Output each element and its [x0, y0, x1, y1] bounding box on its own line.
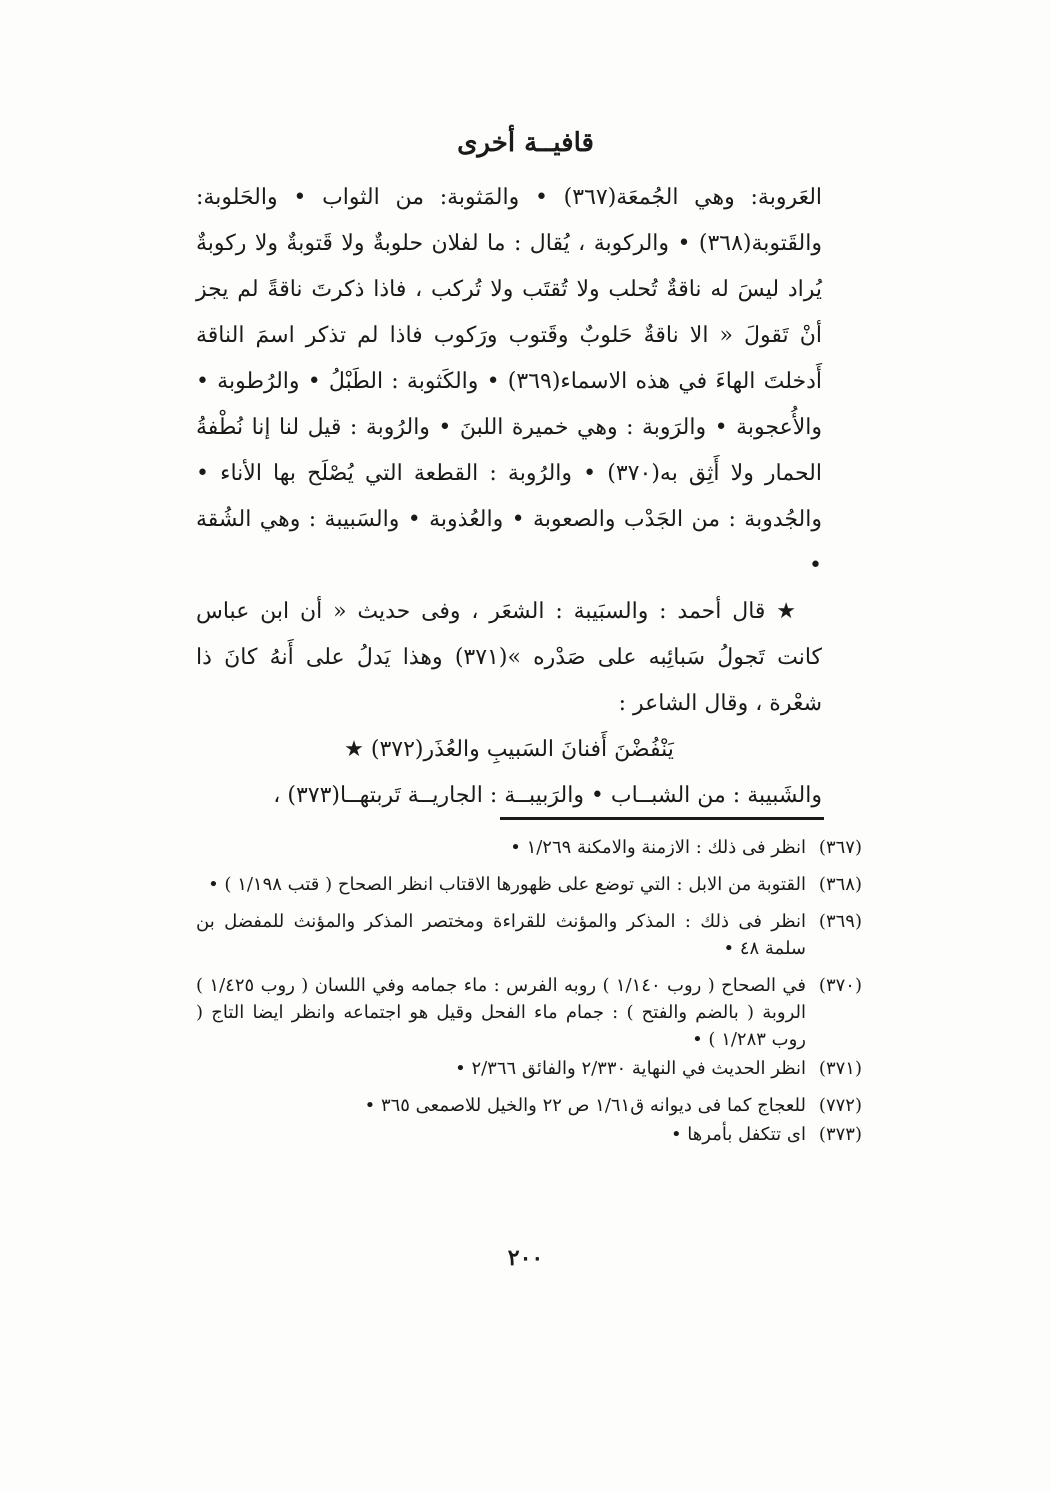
verse-line: يَنْفُضْنَ أَفنانَ السَبيبِ والعُذَر(٣٧٢) ★ — [344, 737, 674, 762]
footnote-text: انظر فى ذلك : المذكر والمؤنث للقراءة ومختصر المذكر والمؤنث للمفضل بن سلمة ٤٨ • — [196, 911, 806, 959]
section-heading: قافيــة أخرى — [457, 128, 594, 158]
footnote-text: انظر فى ذلك : الازمنة والامكنة ١/٢٦٩ • — [510, 837, 806, 858]
footnote-text: للعجاج كما فى ديوانه ق١/٦١ ص ٢٢ والخيل للاصمعى ٣٦٥ • — [364, 1095, 806, 1116]
footnote-text: القتوبة من الابل : التي توضع على ظهورها الاقتاب انظر الصحاح ( قتب ١/١٩٨ ) • — [208, 874, 806, 895]
footnote-number: (٣٧١) — [818, 1058, 862, 1079]
footnote-number: (٧٧٢) — [818, 1095, 862, 1116]
footnote-text: انظر الحديث في النهاية ٢/٣٣٠ والفائق ٢/٣٦٦ • — [455, 1058, 806, 1079]
footnote — [196, 871, 862, 898]
footnote-separator — [500, 817, 824, 820]
footnote — [196, 972, 862, 1053]
footnote-number: (٣٦٨) — [818, 874, 862, 895]
footnote-text: اى تتكفل بأمرها • — [670, 1124, 806, 1145]
page-number: ٢٠٠ — [507, 1245, 544, 1271]
footnote — [196, 1121, 862, 1148]
footnote-number: (٣٧٠) — [818, 975, 862, 996]
paragraph: والشَبيبة : من الشبــاب • والرَبيبــة : الجاريــة تَربتهــا(٣٧٣) ، — [273, 783, 822, 808]
footnote-text: في الصحاح ( روب ١/١٤٠ ) روبه الفرس : ماء جمامه وفي اللسان ( روب ١/٤٢٥ ) الروبة ( بالضم والفتح ) : جمام ماء الفحل وقيل هو اجتماعه وانظر ايضا التاج ( روب ١/٢٨٣ ) • — [196, 975, 806, 1050]
paragraph: العَروبة: وهي الجُمعَة(٣٦٧) • والمَثوبة: من الثواب • والحَلوبة: والقَتوبة(٣٦٨) • والركوبة ، يُقال : ما لفلان حلوبةٌ ولا قَتوبةٌ ولا ركوبةٌ يُراد ليسَ له ناقةٌ تُحلب ولا تُقتَب ولا تُركب ، فاذا ذكرتَ ناقةً لم يجز أنْ تَقولَ « الا ناقةٌ حَلوبٌ وقَتوب ورَكوب فاذا لم تذكر اسمَ الناقة أَدخلتَ الهاءَ في هذه الاسماء(٣٦٩) • والكَثوبة : الطَبْلُ • والرُطوبة • والأُعجوبة • والرَوبة : وهي خميرة اللبنَ • والرُوبة : قيل لنا إنا نُطْفةُ الحمار ولا أَثِق به(٣٧٠) • والرُوبة : القطعة التي يُصْلَح بها الأناء • والجُدوبة : من الجَدْب والصعوبة • والعُذوبة • والسَبيبة : وهي الشُقة • — [196, 185, 823, 578]
main-text — [196, 175, 822, 819]
footnote-number: (٣٦٩) — [818, 911, 862, 932]
paragraph: ★ قال أحمد : والسبَيبة : الشعَر ، وفى حديث « أن ابن عباس كانت تَجولُ سَبائِبه على صَدْره »(٣٧١) وهذا يَدلُ على أَنهُ كانَ ذا شعْرة ، وقال الشاعر : — [196, 599, 823, 716]
footnote — [196, 834, 862, 861]
footnote-number: (٣٧٣) — [818, 1124, 862, 1145]
footnote-number: (٣٦٧) — [818, 837, 862, 858]
footnote — [196, 908, 862, 962]
footnote — [196, 1055, 862, 1082]
footnote — [196, 1092, 862, 1119]
footnotes — [196, 834, 862, 1158]
